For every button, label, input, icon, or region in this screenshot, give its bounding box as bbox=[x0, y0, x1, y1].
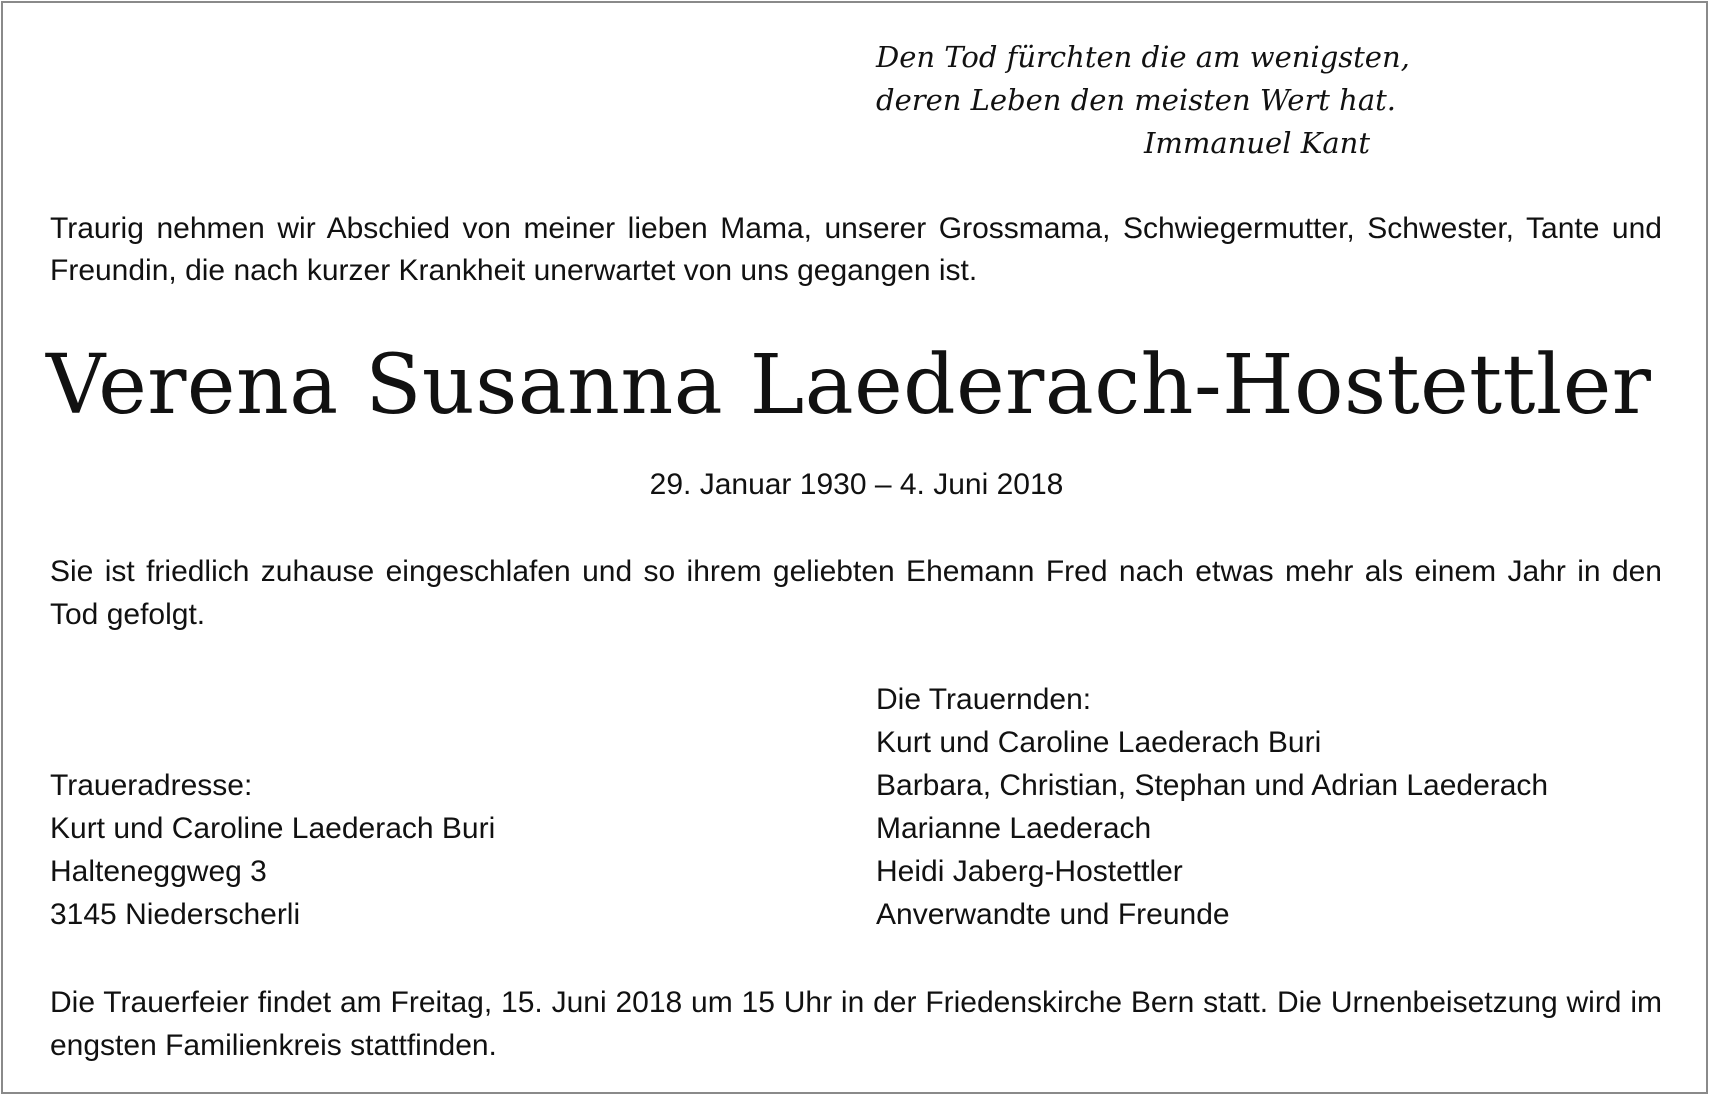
address-line: 3145 Niederscherli bbox=[50, 898, 301, 931]
mourner-name: Anverwandte und Freunde bbox=[876, 898, 1230, 931]
mourner-name: Kurt und Caroline Laederach Buri bbox=[876, 726, 1322, 759]
mourning-address bbox=[50, 764, 495, 936]
mourners-heading: Die Trauernden: bbox=[876, 683, 1092, 716]
quote-author: Immanuel Kant bbox=[1143, 126, 1370, 160]
quote-line: Den Tod fürchten die am wenigsten, bbox=[876, 40, 1410, 74]
address-line: Halteneggweg 3 bbox=[50, 855, 267, 888]
mourner-name: Marianne Laederach bbox=[876, 812, 1152, 845]
intro-paragraph: Traurig nehmen wir Abschied von meiner lieben Mama, unserer Grossmama, Schwiegermutter, Schwester, Tante und Freundin, die nach kurzer Krankheit unerwartet von uns gegangen ist. bbox=[50, 212, 1662, 287]
deceased-name: Verena Susanna Laederach-Hostettler bbox=[46, 338, 1652, 433]
mourner-name: Heidi Jaberg-Hostettler bbox=[876, 855, 1183, 888]
address-line: Kurt und Caroline Laederach Buri bbox=[50, 812, 496, 845]
ceremony-paragraph: Die Trauerfeier findet am Freitag, 15. Juni 2018 um 15 Uhr in der Friedenskirche Bern statt. Die Urnenbeisetzung wird im engsten Familienkreis stattfinden. bbox=[50, 986, 1662, 1062]
mourners-list bbox=[876, 678, 1548, 936]
life-dates: 29. Januar 1930 – 4. Juni 2018 bbox=[649, 468, 1064, 501]
rest-paragraph: Sie ist friedlich zuhause eingeschlafen und so ihrem geliebten Ehemann Fred nach etwas mehr als einem Jahr in den Tod gefolgt. bbox=[50, 555, 1662, 631]
mourner-name: Barbara, Christian, Stephan und Adrian Laederach bbox=[876, 769, 1549, 802]
address-heading: Traueradresse: bbox=[50, 769, 253, 802]
epigraph-quote bbox=[876, 36, 1410, 165]
quote-line: deren Leben den meisten Wert hat. bbox=[876, 83, 1397, 117]
